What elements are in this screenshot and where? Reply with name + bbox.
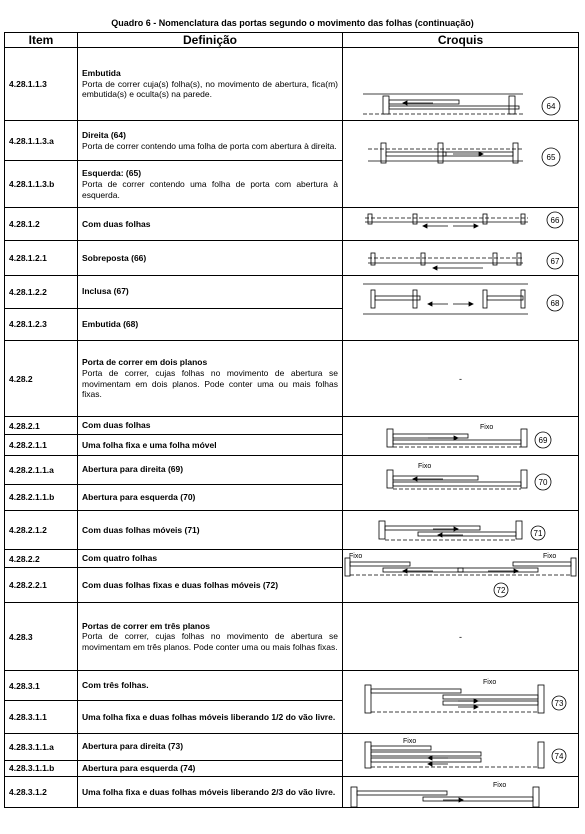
row-title: Porta de correr em dois planos (82, 357, 208, 368)
row-description: Porta de correr, cujas folhas no movimento de abertura se movimentam em três planos. Pode conter uma ou mais folhas fixas. (82, 631, 338, 652)
row-definition (78, 121, 343, 161)
row-definition (78, 276, 343, 309)
row-title: Com duas folhas (82, 420, 151, 431)
row-description: Porta de correr, cujas folhas no movimento de abertura se movimentam em dois planos. Pode conter uma ou mais folhas fixas. (82, 367, 338, 400)
fixo-label: Fixo (480, 424, 494, 431)
row-definition (78, 484, 343, 510)
row-title: Abertura para esquerda (70) (82, 491, 196, 502)
row-description: Porta de correr cuja(s) folha(s), no movimento de abertura, fica(m) embutida(s) e oculta(s) na parede. (82, 78, 338, 100)
row-definition (78, 456, 343, 485)
row-definition (78, 308, 343, 341)
sketch-68 (343, 276, 579, 341)
row-title: Portas de correr em três planos (82, 620, 211, 631)
row-item: 4.28.2.1 (5, 417, 78, 435)
row-item: 4.28.1.1.3 (5, 48, 78, 121)
row-item: 4.28.1.1.3.b (5, 161, 78, 208)
row-title: Inclusa (67) (82, 286, 129, 297)
table-row (5, 671, 579, 701)
row-definition (78, 550, 343, 568)
sketch-66-drawing (343, 208, 579, 240)
row-definition (78, 341, 343, 417)
row-title: Abertura para direita (69) (82, 464, 184, 475)
sketch-70 (343, 456, 579, 511)
row-title: Com duas folhas móveis (71) (82, 524, 200, 535)
row-definition (78, 760, 343, 776)
table-row (5, 550, 579, 568)
row-item: 4.28.2.1.2 (5, 511, 78, 550)
fixo-label: Fixo (493, 782, 507, 789)
fixo-label: Fixo (483, 679, 497, 686)
row-title: Com quatro folhas (82, 553, 158, 564)
row-definition (78, 208, 343, 241)
row-title: Abertura para esquerda (74) (82, 762, 196, 773)
row-item: 4.28.2.2 (5, 550, 78, 568)
table-row (5, 511, 579, 550)
table-row (5, 341, 579, 417)
sketch-67 (343, 241, 579, 276)
row-definition (78, 241, 343, 276)
row-item: 4.28.1.1.3.a (5, 121, 78, 161)
sketch-number: 69 (538, 436, 548, 445)
row-item: 4.28.1.2 (5, 208, 78, 241)
fixo-label: Fixo (403, 738, 417, 745)
row-title: Sobreposta (66) (82, 252, 147, 263)
table-row (5, 276, 579, 309)
row-title: Com três folhas. (82, 680, 149, 691)
header-item: Item (5, 33, 78, 48)
row-definition (78, 435, 343, 456)
sketch-64-drawing (343, 48, 579, 120)
row-title: Uma folha fixa e uma folha móvel (82, 439, 217, 450)
row-item: 4.28.3 (5, 603, 78, 671)
table-row (5, 417, 579, 435)
nomenclature-table (4, 32, 579, 808)
table-row (5, 734, 579, 761)
sketch-69-drawing (343, 417, 579, 455)
row-definition (78, 417, 343, 435)
table-row (5, 48, 579, 121)
row-title: Com duas folhas (82, 218, 151, 229)
sketch-73-drawing (343, 671, 579, 733)
header-definicao: Definição (78, 33, 343, 48)
row-item: 4.28.3.1.1.b (5, 760, 78, 776)
sketch-72-drawing (343, 550, 579, 602)
row-definition (78, 603, 343, 671)
row-item: 4.28.2.1.1.a (5, 456, 78, 485)
row-definition (78, 701, 343, 734)
sketch-number: 74 (554, 752, 564, 761)
row-title: Abertura para direita (73) (82, 741, 184, 752)
row-title: Com duas folhas fixas e duas folhas móveis (72) (82, 579, 279, 590)
row-definition (78, 511, 343, 550)
sketch-none: - (343, 341, 579, 417)
sketch-number: 72 (496, 586, 506, 595)
table-row (5, 121, 579, 161)
table-caption: Quadro 6 - Nomenclatura das portas segundo o movimento das folhas (continuação) (111, 18, 474, 28)
sketch-number: 70 (538, 478, 548, 487)
sketch-last (343, 777, 579, 808)
row-definition (78, 734, 343, 761)
row-item: 4.28.2.1.1.b (5, 484, 78, 510)
header-croquis: Croquis (343, 33, 579, 48)
sketch-70-drawing (343, 456, 579, 510)
row-description: Porta de correr contendo uma folha de porta com abertura à direita. (82, 140, 337, 151)
table-row (5, 603, 579, 671)
sketch-number: 68 (550, 299, 560, 308)
row-title: Direita (64) (82, 130, 126, 141)
row-item: 4.28.3.1.1 (5, 701, 78, 734)
sketch-71-drawing (343, 511, 579, 549)
row-item: 4.28.1.2.1 (5, 241, 78, 276)
sketch-number: 66 (550, 216, 560, 225)
sketch-72 (343, 550, 579, 603)
row-item: 4.28.1.2.2 (5, 276, 78, 309)
fixo-label: Fixo (418, 463, 432, 470)
row-definition (78, 568, 343, 603)
row-definition (78, 161, 343, 208)
sketch-65-drawing (343, 121, 579, 207)
fixo-label: Fixo (349, 553, 363, 560)
row-title: Embutida (82, 68, 121, 79)
sketch-number: 71 (533, 529, 543, 538)
table-row (5, 456, 579, 485)
row-item: 4.28.3.1.1.a (5, 734, 78, 761)
fixo-label: Fixo (543, 553, 557, 560)
sketch-71 (343, 511, 579, 550)
row-description: Porta de correr contendo uma folha de porta com abertura à esquerda. (82, 178, 338, 200)
header-row (5, 33, 579, 48)
row-title: Uma folha fixa e duas folhas móveis liberando 1/2 do vão livre. (82, 711, 336, 722)
sketch-65 (343, 121, 579, 208)
row-item: 4.28.2.2.1 (5, 568, 78, 603)
sketch-74-drawing (343, 734, 579, 776)
sketch-66 (343, 208, 579, 241)
row-item: 4.28.2 (5, 341, 78, 417)
row-item: 4.28.1.2.3 (5, 308, 78, 341)
sketch-last-drawing (343, 777, 579, 807)
sketch-73 (343, 671, 579, 734)
sketch-64 (343, 48, 579, 121)
table-row (5, 241, 579, 276)
row-item: 4.28.3.1.2 (5, 777, 78, 808)
sketch-number: 67 (550, 257, 560, 266)
row-item: 4.28.2.1.1 (5, 435, 78, 456)
sketch-number: 65 (546, 153, 556, 162)
sketch-68-drawing (343, 276, 579, 340)
row-definition (78, 48, 343, 121)
row-title: Esquerda: (65) (82, 168, 142, 179)
row-title: Embutida (68) (82, 318, 139, 329)
table-row (5, 208, 579, 241)
sketch-number: 73 (554, 699, 564, 708)
row-title: Uma folha fixa e duas folhas móveis liberando 2/3 do vão livre. (82, 786, 336, 797)
table-row (5, 777, 579, 808)
sketch-69 (343, 417, 579, 456)
sketch-74 (343, 734, 579, 777)
sketch-none: - (343, 603, 579, 671)
row-definition (78, 777, 343, 808)
row-definition (78, 671, 343, 701)
row-item: 4.28.3.1 (5, 671, 78, 701)
sketch-67-drawing (343, 241, 579, 275)
sketch-number: 64 (546, 102, 556, 111)
